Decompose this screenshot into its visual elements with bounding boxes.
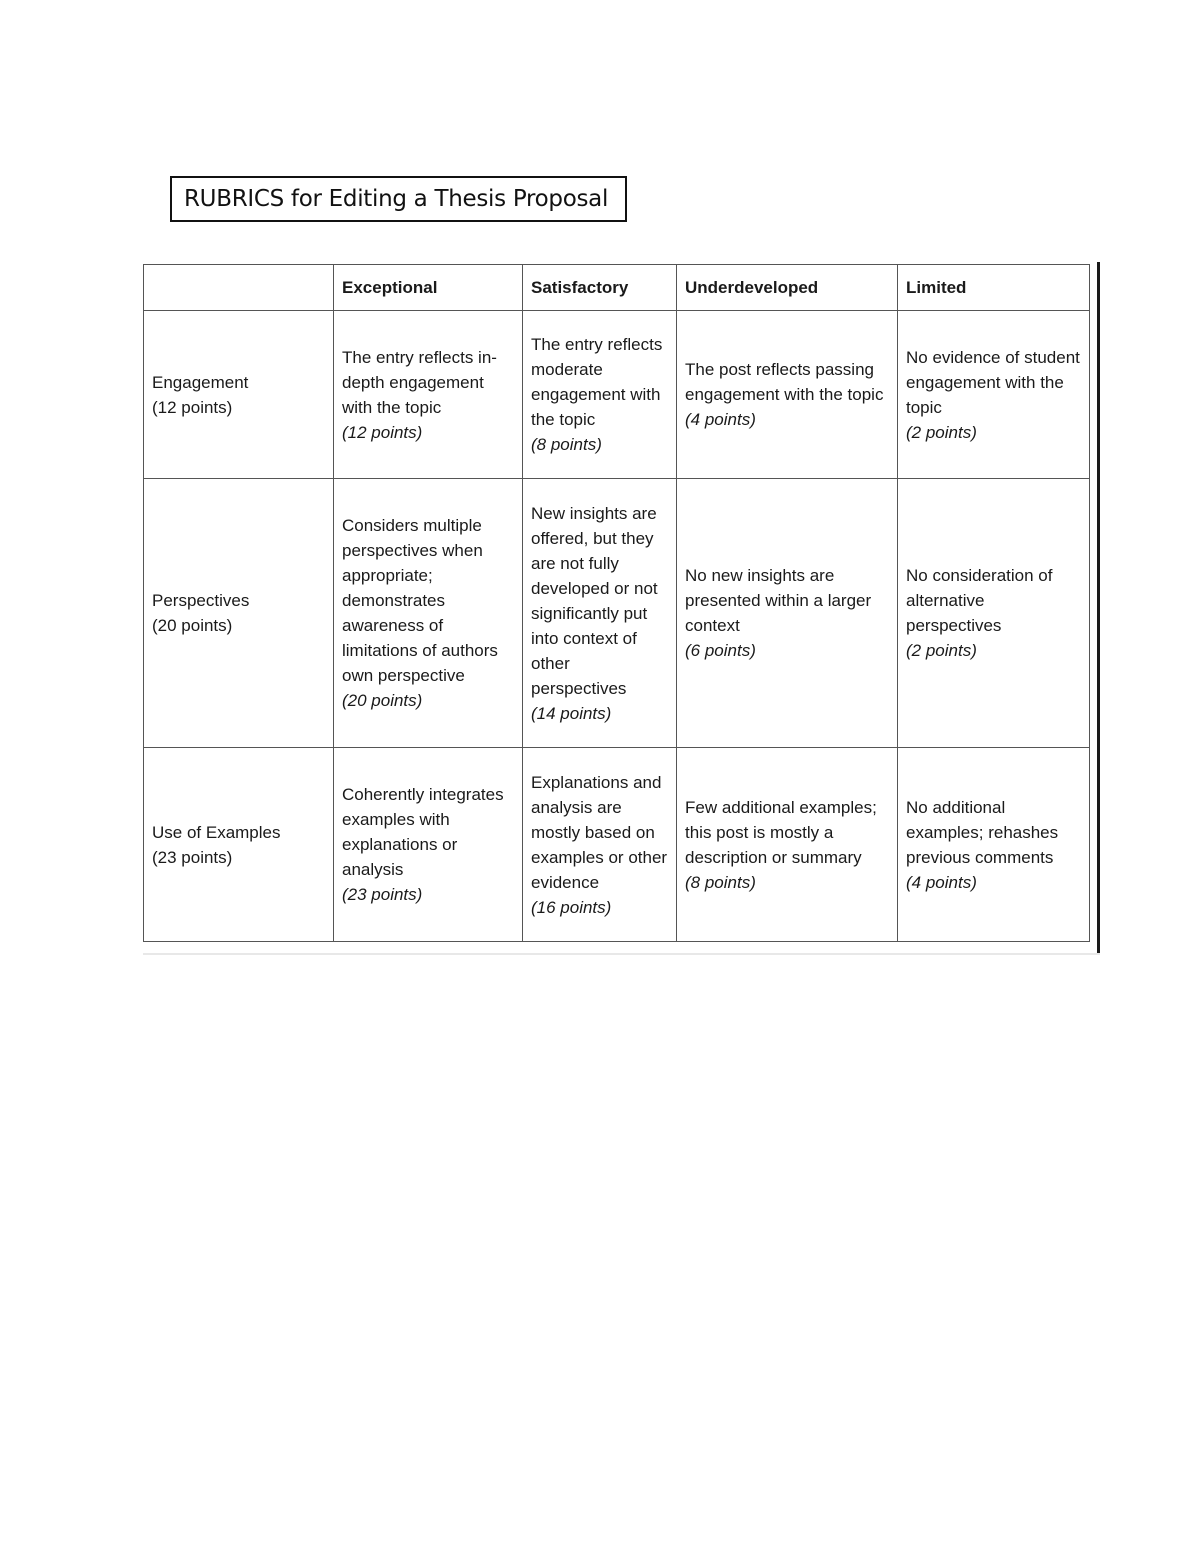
- cell-points: (20 points): [342, 691, 423, 710]
- rubric-cell: [898, 748, 1090, 942]
- cell-text: The entry reflects moderate engagement with the topic: [531, 335, 663, 429]
- rubric-header-satisfactory: Satisfactory: [523, 265, 677, 311]
- criterion-points: (12 points): [152, 397, 233, 417]
- table-row: [144, 748, 1090, 942]
- rubric-header-exceptional: Exceptional: [334, 265, 523, 311]
- rubric-cell: [334, 311, 523, 479]
- cell-points: (6 points): [685, 641, 756, 660]
- rubric-cell: [677, 748, 898, 942]
- cell-text: New insights are offered, but they are not fully developed or not significantly put into context of other perspectives: [531, 503, 658, 698]
- cell-points: (4 points): [906, 872, 977, 892]
- criterion-cell: [144, 748, 334, 942]
- rubric-cell: [677, 479, 898, 748]
- criterion-points: (20 points): [152, 616, 233, 635]
- criterion-name: Perspectives: [152, 591, 250, 610]
- rubric-cell: [334, 748, 523, 942]
- rubric-header-corner: [144, 265, 334, 311]
- cell-text: Few additional examples; this post is mostly a description or summary: [685, 797, 877, 867]
- rubric-cell: [523, 748, 677, 942]
- cell-points: (4 points): [685, 410, 756, 429]
- cell-points: (2 points): [906, 641, 977, 660]
- table-image-bottom-edge: [143, 953, 1100, 955]
- cell-points: (12 points): [342, 422, 423, 442]
- rubric-table: [143, 264, 1090, 942]
- cell-text: No new insights are presented within a larger context: [685, 566, 872, 635]
- cell-text: Explanations and analysis are mostly based on examples or other evidence: [531, 772, 668, 892]
- criterion-cell: [144, 479, 334, 748]
- rubric-cell: [898, 311, 1090, 479]
- criterion-points: (23 points): [152, 847, 233, 867]
- cell-text: Coherently integrates examples with explanations or analysis: [342, 785, 504, 879]
- cell-text: The entry reflects in-depth engagement with the topic: [342, 347, 497, 417]
- rubric-cell: [523, 479, 677, 748]
- cell-points: (2 points): [906, 422, 977, 442]
- cell-points: (14 points): [531, 703, 612, 723]
- table-row: [144, 479, 1090, 748]
- rubric-header-limited: Limited: [898, 265, 1090, 311]
- rubric-cell: [334, 479, 523, 748]
- rubric-cell: [898, 479, 1090, 748]
- table-image-right-edge: [1097, 262, 1100, 955]
- criterion-name: Engagement: [152, 372, 249, 392]
- document-title: RUBRICS for Editing a Thesis Proposal: [170, 176, 627, 222]
- rubric-header-underdeveloped: Underdeveloped: [677, 265, 898, 311]
- criterion-name: Use of Examples: [152, 822, 281, 842]
- rubric-cell: [677, 311, 898, 479]
- rubric-cell: [523, 311, 677, 479]
- cell-points: (8 points): [685, 872, 756, 892]
- cell-text: The post reflects passing engagement with the topic: [685, 360, 884, 404]
- cell-text: No evidence of student engagement with the topic: [906, 347, 1080, 417]
- cell-text: No consideration of alternative perspectives: [906, 566, 1053, 635]
- cell-points: (23 points): [342, 885, 423, 904]
- cell-points: (16 points): [531, 897, 612, 917]
- table-row: [144, 311, 1090, 479]
- cell-text: No additional examples; rehashes previous comments: [906, 797, 1059, 867]
- rubric-header-row: [144, 265, 1090, 311]
- criterion-cell: [144, 311, 334, 479]
- cell-text: Considers multiple perspectives when appropriate; demonstrates awareness of limitations of authors own perspective: [342, 516, 498, 685]
- cell-points: (8 points): [531, 435, 602, 454]
